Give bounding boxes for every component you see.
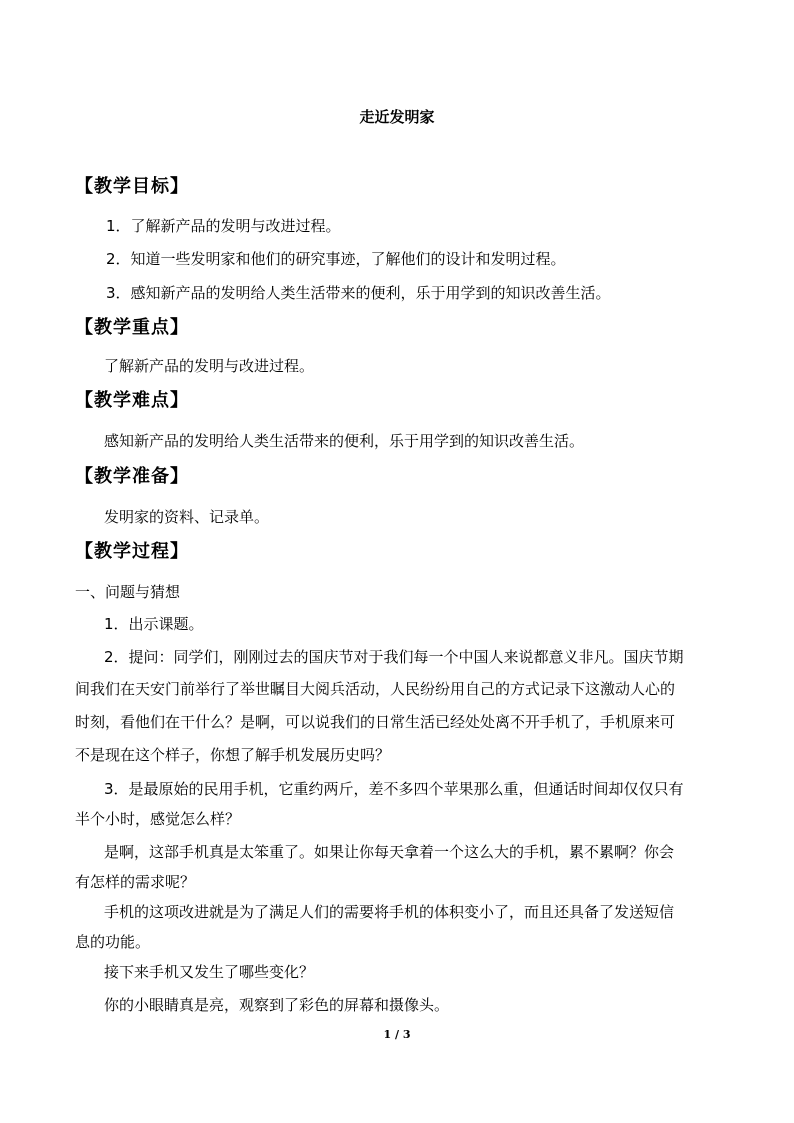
difficulties-text: 感知新产品的发明给人类生活带来的便利，乐于用学到的知识改善生活。: [104, 432, 585, 450]
document-title: 走近发明家: [359, 108, 435, 126]
process-line-9: 是啊，这部手机真是太笨重了。如果让你每天拿着一个这么大的手机，累不累啊？你会: [104, 843, 675, 861]
objective-item-1: 1．了解新产品的发明与改进过程。: [106, 217, 341, 235]
process-line-12: 息的功能。: [75, 933, 151, 951]
process-line-13: 接下来手机又发生了哪些变化？: [104, 963, 315, 981]
process-line-14: 你的小眼睛真是亮，观察到了彩色的屏幕和摄像头。: [104, 996, 450, 1014]
heading-objectives: 【教学目标】: [75, 176, 189, 197]
process-line-3: 2．提问：同学们，刚刚过去的国庆节对于我们每一个中国人来说都意义非凡。国庆节期: [104, 648, 684, 666]
process-line-6: 不是现在这个样子，你想了解手机发展历史吗？: [75, 746, 391, 764]
heading-preparation: 【教学准备】: [75, 466, 189, 487]
objective-item-2: 2．知道一些发明家和他们的研究事迹，了解他们的设计和发明过程。: [106, 250, 566, 268]
process-line-4: 间我们在天安门前举行了举世瞩目大阅兵活动，人民纷纷用自己的方式记录下这激动人心的: [75, 680, 676, 698]
heading-process: 【教学过程】: [75, 541, 189, 562]
page-number: 1 / 3: [383, 1028, 411, 1041]
process-line-2: 1．出示课题。: [104, 615, 204, 633]
heading-key-points: 【教学重点】: [75, 317, 189, 338]
process-line-1: 一、问题与猜想: [75, 583, 181, 601]
key-points-text: 了解新产品的发明与改进过程。: [104, 357, 315, 375]
process-line-8: 半个小时，感觉怎么样？: [75, 810, 241, 828]
process-line-11: 手机的这项改进就是为了满足人们的需要将手机的体积变小了，而且还具备了发送短信: [104, 903, 675, 921]
process-line-5: 时刻，看他们在干什么？是啊，可以说我们的日常生活已经处处离不开手机了，手机原来可: [75, 713, 676, 731]
process-line-10: 有怎样的需求呢？: [75, 873, 196, 891]
objective-item-3: 3．感知新产品的发明给人类生活带来的便利，乐于用学到的知识改善生活。: [106, 284, 611, 302]
process-line-7: 3．是最原始的民用手机，它重约两斤，差不多四个苹果那么重，但通话时间却仅仅只有: [104, 780, 684, 798]
heading-difficulties: 【教学难点】: [75, 390, 189, 411]
preparation-text: 发明家的资料、记录单。: [104, 508, 270, 526]
